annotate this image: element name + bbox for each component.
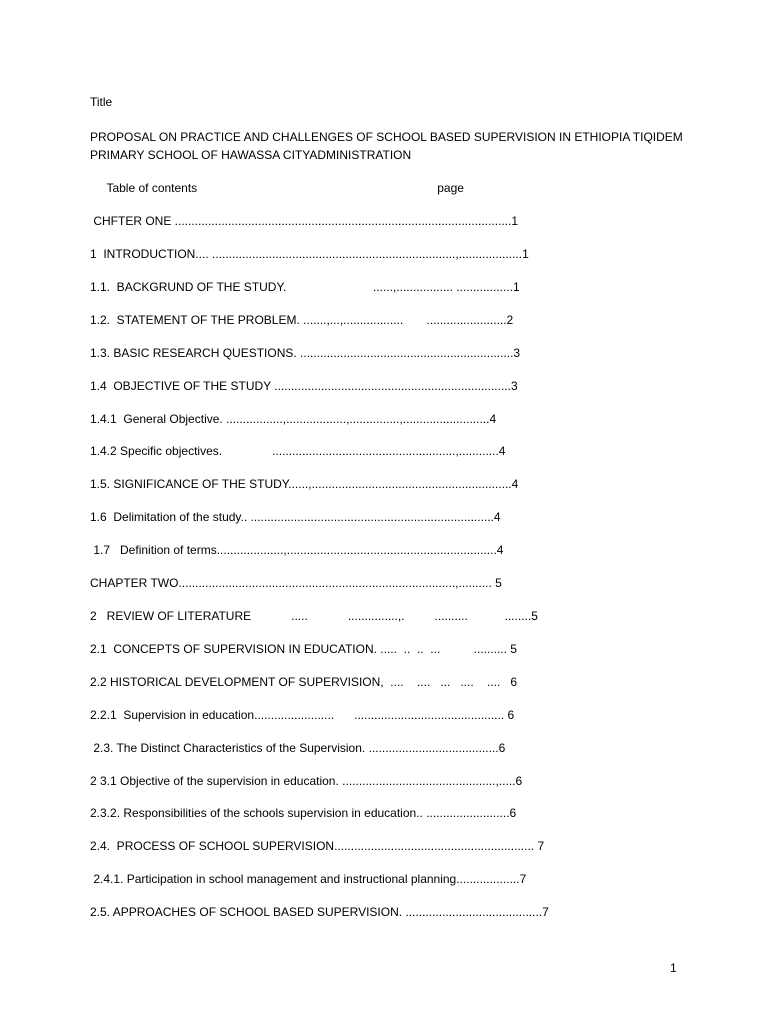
toc-entry: 1.4 OBJECTIVE OF THE STUDY .......................................................................3 (90, 379, 518, 393)
toc-entry: 1.7 Definition of terms....................,...............................................................4 (90, 543, 504, 557)
toc-entry: CHAPTER TWO...................................................................................,.......... 5 (90, 576, 502, 590)
toc-header: Table of contents page (90, 181, 464, 195)
toc-entry: 1.3. BASIC RESEARCH QUESTIONS. ................................................................3 (90, 346, 521, 360)
proposal-title: PROPOSAL ON PRACTICE AND CHALLENGES OF SCHOOL BASED SUPERVISION IN ETHIOPIA TIQIDEM PRIMARY SCHOOL OF HAWASSA CITYADMINISTRATION (90, 130, 683, 162)
toc-entry: 2.1 CONCEPTS OF SUPERVISION IN EDUCATION. ..... .. .. ... .......... 5 (90, 642, 517, 656)
toc-entry: 2 3.1 Objective of the supervision in education. ..............................................,.....6 (90, 774, 523, 788)
toc-entry: 2.4. PROCESS OF SCHOOL SUPERVISION............................................................ 7 (90, 839, 545, 853)
title-label: Title (90, 95, 113, 109)
toc-entry: 1.6 Delimitation of the study.. .........................................................................4 (90, 510, 501, 524)
toc-entry: 2.3. The Distinct Characteristics of the Supervision. .......................................6 (90, 741, 506, 755)
toc-entry: 1.5. SIGNIFICANCE OF THE STUDY......,............................................................4 (90, 477, 519, 491)
toc-entry: 1.4.1 General Objective. .................,..................,...............,..........................4 (90, 412, 497, 426)
toc-entry: 2.3.2. Responsibilities of the schools supervision in education.. .........................6 (90, 806, 517, 820)
toc-entry: CHFTER ONE .....................................................................................................1 (90, 214, 519, 228)
toc-entry: 2 REVIEW OF LITERATURE ..... ...............,. .......... ........5 (90, 609, 538, 623)
page-number: 1 (670, 961, 677, 975)
toc-entry: 2.5. APPROACHES OF SCHOOL BASED SUPERVISION. .........................................7 (90, 905, 549, 919)
toc-entry: 1 INTRODUCTION.... .........................................................................,...................1 (90, 247, 529, 261)
toc-entry: 2.2 HISTORICAL DEVELOPMENT OF SUPERVISION, .... .... ... .... .... 6 (90, 675, 518, 689)
toc-entry: 2.2.1 Supervision in education........................ ............................................. 6 (90, 708, 515, 722)
toc-entry: 1.4.2 Specific objectives. .......................................................,............4 (90, 444, 506, 458)
toc-entry: 2.4.1. Participation in school management and instructional planning...................7 (90, 872, 527, 886)
toc-entry: 1.2. STATEMENT OF THE PROBLEM. .......,...,.................. ........................2 (90, 313, 514, 327)
toc-entry: 1.1. BACKGRUND OF THE STUDY. ......,................. .................1 (90, 280, 520, 294)
